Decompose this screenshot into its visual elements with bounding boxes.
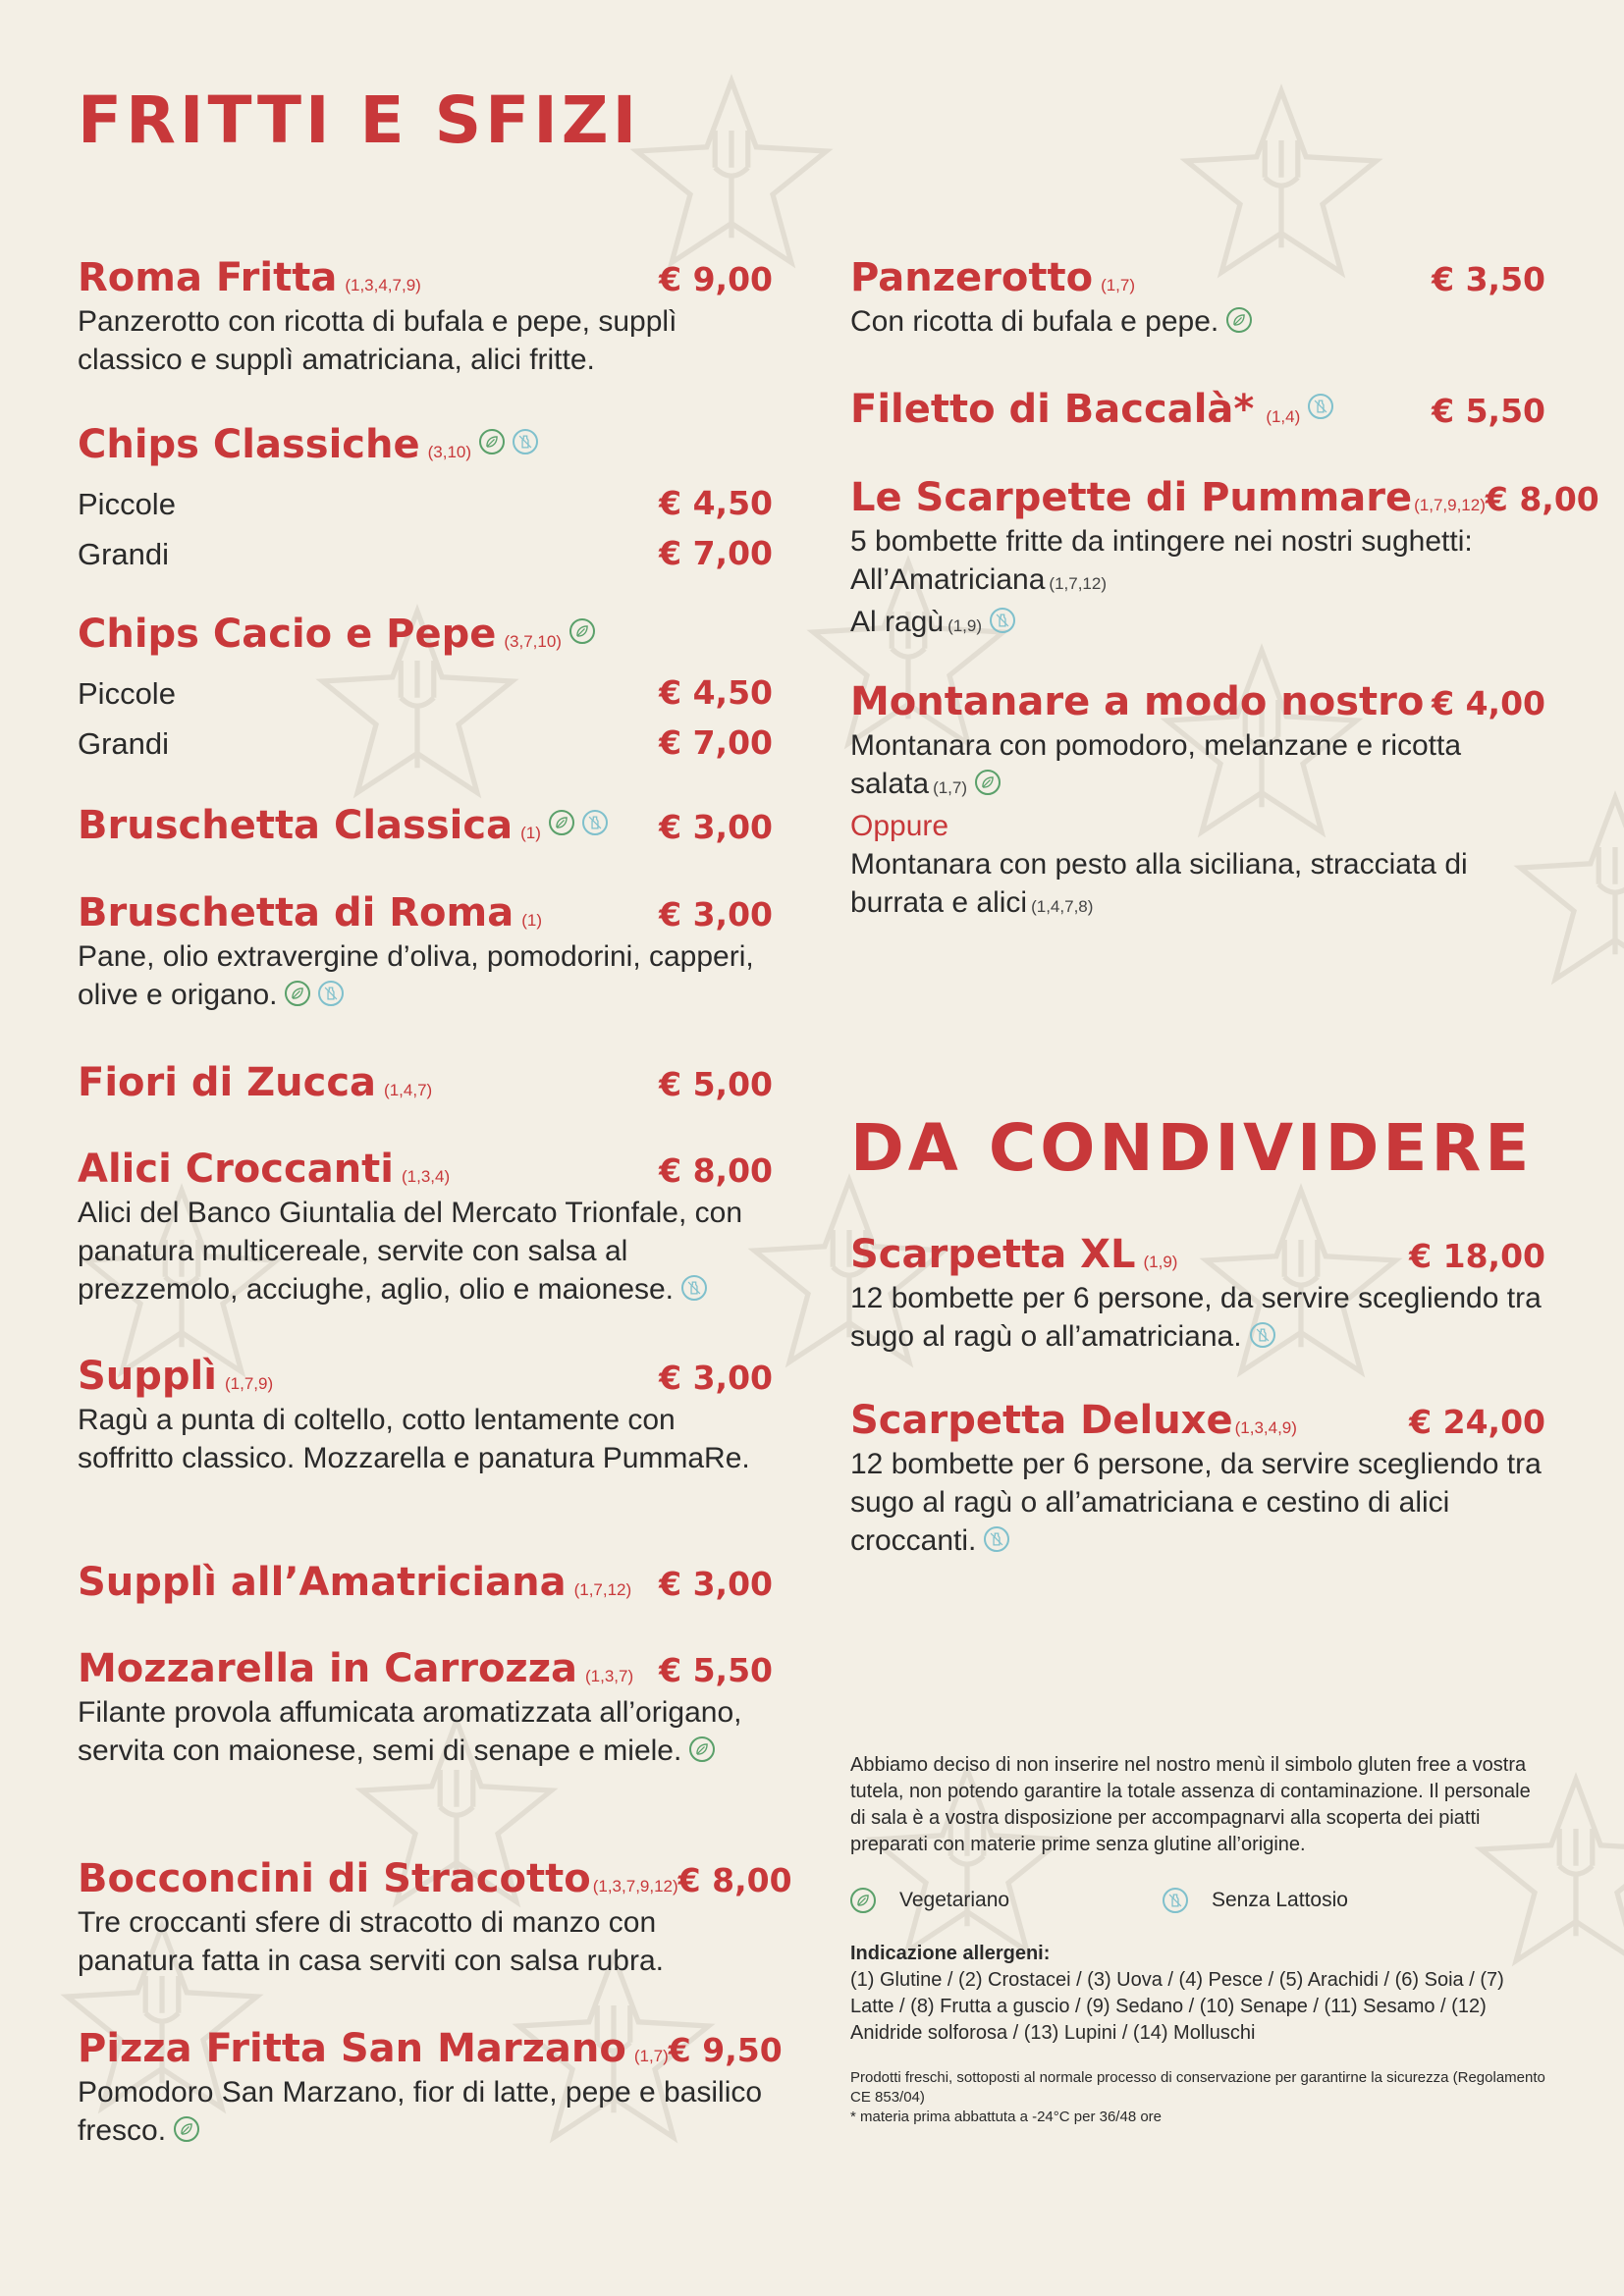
vegetarian-icon bbox=[285, 981, 310, 1006]
lactose-free-icon bbox=[1250, 1322, 1275, 1348]
item-allergens: (1,4,7) bbox=[384, 1081, 433, 1099]
fresh-products-note: Prodotti freschi, sottoposti al normale processo di conservazione per garantirne la sicurezza (Regolamento CE 853/04) bbox=[850, 2069, 1545, 2106]
vegetarian-icon bbox=[569, 618, 595, 644]
menu-item bbox=[78, 803, 773, 848]
item-allergens: (1,7,9,12) bbox=[1414, 496, 1486, 514]
item-allergens: (1) bbox=[521, 911, 542, 930]
menu-item bbox=[78, 255, 773, 379]
item-name: Alici Croccanti bbox=[78, 1147, 395, 1192]
menu-item bbox=[78, 2026, 783, 2150]
vegetarian-icon bbox=[975, 770, 1001, 795]
watermark-star-icon bbox=[628, 69, 835, 275]
item-price: € 3,00 bbox=[659, 808, 773, 846]
item-allergens: (1,3,7,9,12) bbox=[592, 1877, 678, 1896]
lactose-free-icon bbox=[990, 608, 1015, 633]
sub-option: All’Amatriciana (1,7,12) bbox=[850, 563, 1107, 596]
item-price: € 4,00 bbox=[1432, 684, 1545, 722]
item-name: Panzerotto bbox=[850, 255, 1094, 300]
menu-item bbox=[78, 1147, 773, 1308]
vegetarian-icon bbox=[479, 429, 505, 454]
menu-item bbox=[78, 1060, 773, 1105]
size-label: Grandi bbox=[78, 537, 170, 571]
item-allergens: (3,7,10) bbox=[504, 632, 562, 651]
item-description: Montanara con pomodoro, melanzane e ricotta salata (1,7) bbox=[850, 729, 1462, 800]
size-label: Grandi bbox=[78, 726, 170, 761]
watermark-star-icon bbox=[1178, 79, 1384, 285]
size-price: € 7,00 bbox=[659, 534, 773, 572]
item-description: Con ricotta di bufala e pepe. bbox=[850, 302, 1545, 341]
menu-item bbox=[78, 890, 773, 1014]
menu-item bbox=[78, 1856, 792, 1980]
item-price: € 3,00 bbox=[659, 895, 773, 934]
item-name: Bocconcini di Stracotto bbox=[78, 1856, 591, 1901]
item-price: € 5,50 bbox=[659, 1651, 773, 1689]
size-label: Piccole bbox=[78, 676, 176, 711]
item-allergens: (1,3,4) bbox=[402, 1167, 451, 1186]
item-description: 12 bombette per 6 persone, da servire scegliendo tra sugo al ragù o all’amatriciana e cestino di alici croccanti. bbox=[850, 1448, 1542, 1557]
icon-legend bbox=[850, 1886, 1547, 1915]
menu-item bbox=[850, 475, 1599, 645]
item-allergens: (1,9) bbox=[1143, 1253, 1178, 1271]
item-name: Chips Cacio e Pepe bbox=[78, 612, 497, 657]
menu-item bbox=[850, 1232, 1545, 1356]
vegetarian-icon bbox=[1226, 307, 1252, 333]
lactose-free-icon bbox=[513, 429, 538, 454]
item-price: € 5,00 bbox=[659, 1065, 773, 1103]
item-name: Montanare a modo nostro bbox=[850, 679, 1425, 724]
lactose-free-icon bbox=[1163, 1888, 1188, 1913]
item-description: Panzerotto con ricotta di bufala e pepe, supplì classico e supplì amatriciana, alici fritte. bbox=[78, 305, 677, 376]
item-description: Tre croccanti sfere di stracotto di manzo con panatura fatta in casa serviti con salsa rubra. bbox=[78, 1906, 664, 1977]
legend-vegetarian: Vegetariano bbox=[899, 1889, 1010, 1911]
item-allergens: (1,7,9) bbox=[224, 1374, 274, 1393]
item-allergens: (1,7) bbox=[633, 2047, 669, 2065]
item-price: € 9,00 bbox=[659, 260, 773, 298]
lactose-free-icon bbox=[1308, 394, 1333, 419]
item-name: Roma Fritta bbox=[78, 255, 338, 300]
menu-item bbox=[850, 1398, 1545, 1560]
vegetarian-icon bbox=[174, 2116, 199, 2142]
legend-lactose-free: Senza Lattosio bbox=[1212, 1889, 1348, 1911]
menu-item bbox=[78, 1646, 773, 1770]
size-price: € 4,50 bbox=[659, 484, 773, 522]
item-description: 12 bombette per 6 persone, da servire scegliendo tra sugo al ragù o all’amatriciana. bbox=[850, 1282, 1542, 1353]
menu-item bbox=[850, 679, 1545, 926]
lactose-free-icon bbox=[582, 810, 608, 835]
sub-option: Al ragù (1,9) bbox=[850, 603, 1545, 645]
item-name: Scarpetta Deluxe bbox=[850, 1398, 1233, 1443]
size-price: € 4,50 bbox=[659, 673, 773, 712]
item-name: Filetto di Baccalà* bbox=[850, 387, 1255, 432]
section-title-condividere: DA CONDIVIDERE bbox=[850, 1110, 1534, 1186]
item-price: € 24,00 bbox=[1409, 1403, 1545, 1441]
lactose-free-icon bbox=[318, 981, 344, 1006]
menu-item bbox=[850, 255, 1545, 341]
menu-item bbox=[78, 1560, 773, 1605]
item-price: € 18,00 bbox=[1409, 1237, 1545, 1275]
item-name: Le Scarpette di Pummare bbox=[850, 475, 1413, 520]
item-price: € 3,50 bbox=[1432, 260, 1545, 298]
item-price: € 3,00 bbox=[659, 1565, 773, 1603]
item-name: Scarpetta XL bbox=[850, 1232, 1136, 1277]
item-allergens: (1) bbox=[520, 824, 541, 842]
item-description: Alici del Banco Giuntalia del Mercato Trionfale, con panatura multicereale, servite con salsa al prezzemolo, acciughe, aglio, olio e maionese. bbox=[78, 1197, 743, 1306]
item-name: Supplì bbox=[78, 1354, 217, 1399]
item-description: Ragù a punta di coltello, cotto lentamente con soffritto classico. Mozzarella e panatura PummaRe. bbox=[78, 1404, 750, 1474]
item-price: € 8,00 bbox=[677, 1861, 792, 1899]
menu-item bbox=[78, 612, 773, 769]
item-description: Pomodoro San Marzano, fior di latte, pepe e basilico fresco. bbox=[78, 2076, 763, 2147]
vegetarian-icon bbox=[689, 1736, 715, 1762]
item-price: € 8,00 bbox=[1485, 480, 1599, 518]
gluten-note: Abbiamo deciso di non inserire nel nostro menù il simbolo gluten free a vostra tutela, non potendo garantire la totale assenza di contaminazione. Il personale di sala è a vostra disposizione per accompagnarvi alla scoperta dei piatti preparati con materie prime senza glutine all’origine. bbox=[850, 1754, 1531, 1855]
item-allergens: (1,7) bbox=[1101, 276, 1136, 294]
item-allergens: (1,4) bbox=[1266, 407, 1301, 426]
item-description: Filante provola affumicata aromatizzata all’origano, servita con maionese, semi di senape e miele. bbox=[78, 1696, 742, 1767]
vegetarian-icon bbox=[850, 1888, 876, 1913]
item-allergens: (1,3,7) bbox=[584, 1667, 634, 1685]
item-description: Pane, olio extravergine d’oliva, pomodorini, capperi, olive e origano. bbox=[78, 940, 754, 1011]
footer-notes bbox=[850, 1752, 1547, 2127]
menu-item bbox=[850, 387, 1545, 432]
item-allergens: (1,7,12) bbox=[573, 1580, 632, 1599]
menu-item bbox=[78, 1354, 773, 1477]
item-price: € 9,50 bbox=[668, 2031, 783, 2069]
section-title-fritti: FRITTI E SFIZI bbox=[78, 82, 641, 158]
item-allergens: (1,3,4,7,9) bbox=[345, 276, 421, 294]
menu-item bbox=[78, 422, 773, 579]
item-allergens: (1,3,4,9) bbox=[1234, 1418, 1297, 1437]
item-name: Mozzarella in Carrozza bbox=[78, 1646, 577, 1691]
lactose-free-icon bbox=[984, 1526, 1009, 1552]
item-name: Fiori di Zucca bbox=[78, 1060, 377, 1105]
item-name: Bruschetta di Roma bbox=[78, 890, 514, 935]
item-description: 5 bombette fritte da intingere nei nostri sughetti: bbox=[850, 525, 1473, 558]
size-price: € 7,00 bbox=[659, 723, 773, 762]
item-price: € 3,00 bbox=[659, 1359, 773, 1397]
item-price: € 8,00 bbox=[659, 1151, 773, 1190]
allergens-title: Indicazione allergeni: bbox=[850, 1943, 1051, 1964]
frozen-note: * materia prima abbattuta a -24°C per 36/48 ore bbox=[850, 2109, 1163, 2125]
size-label: Piccole bbox=[78, 487, 176, 521]
item-name: Supplì all’Amatriciana bbox=[78, 1560, 567, 1605]
oppure-label: Oppure bbox=[850, 810, 949, 842]
item-description-alt: Montanara con pesto alla siciliana, stracciata di burrata e alici (1,4,7,8) bbox=[850, 848, 1468, 919]
item-name: Bruschetta Classica bbox=[78, 803, 514, 848]
item-name: Pizza Fritta San Marzano bbox=[78, 2026, 626, 2071]
item-name: Chips Classiche bbox=[78, 422, 420, 467]
item-allergens: (3,10) bbox=[427, 443, 472, 461]
vegetarian-icon bbox=[549, 810, 574, 835]
lactose-free-icon bbox=[681, 1275, 707, 1301]
item-price: € 5,50 bbox=[1432, 392, 1545, 430]
allergens-list: (1) Glutine / (2) Crostacei / (3) Uova / (4) Pesce / (5) Arachidi / (6) Soia / (7) Latte / (8) Frutta a guscio / (9) Sedano / (10) Senape / (11) Sesamo / (12) Anidride solforosa / (13) Lupini / (14) Molluschi bbox=[850, 1969, 1504, 2044]
